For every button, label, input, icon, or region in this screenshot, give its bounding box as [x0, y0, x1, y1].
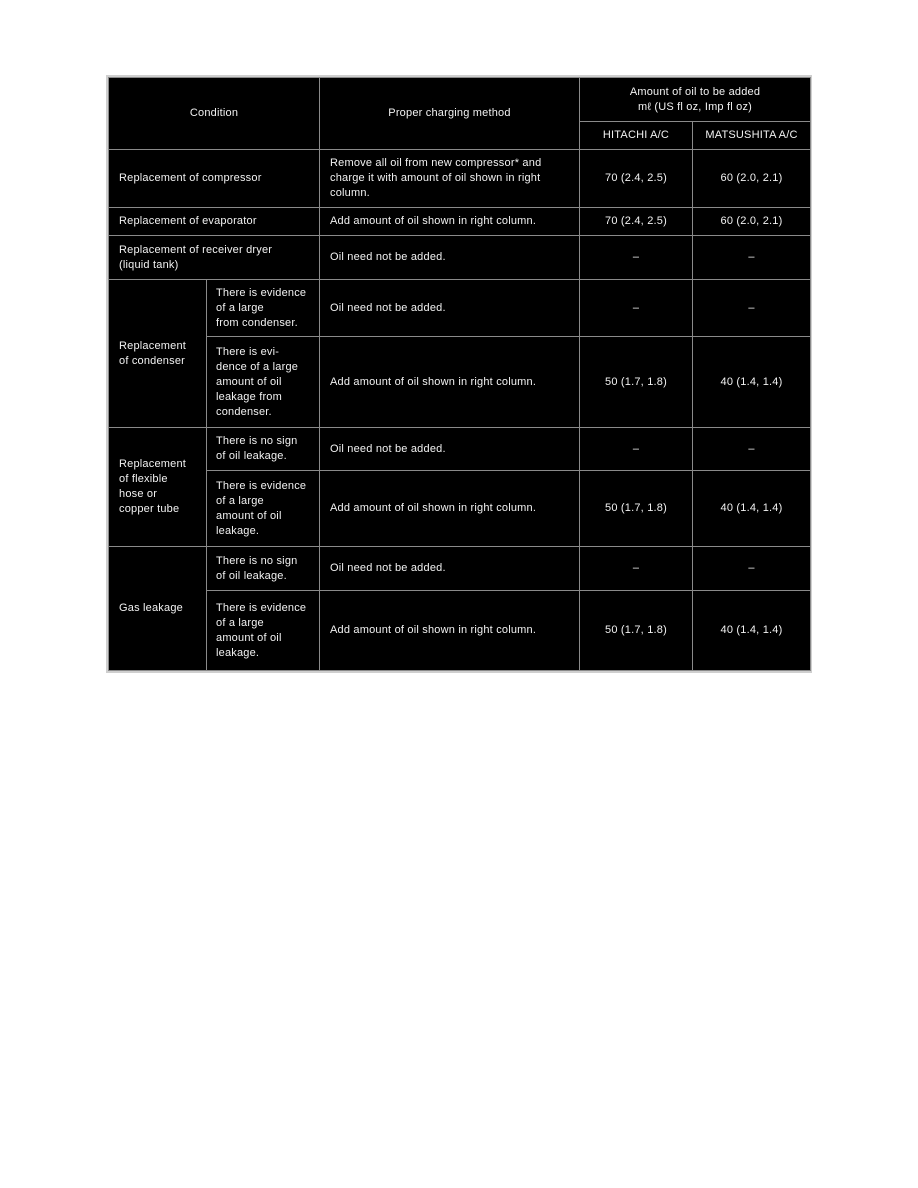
row-receiver-dryer	[109, 236, 811, 280]
group-line: hose or	[119, 488, 158, 500]
header-matsushita: MATSUSHITA A/C	[693, 122, 811, 150]
row-evaporator	[109, 208, 811, 236]
condition-cell: Replacement of evaporator	[109, 208, 320, 236]
header-amount-line1: Amount of oil to be added	[629, 85, 761, 98]
group-line: copper tube	[119, 503, 180, 515]
method-cell: Oil need not be added.	[320, 280, 580, 337]
hitachi-value: –	[580, 428, 693, 471]
hitachi-value: 70 (2.4, 2.5)	[580, 208, 693, 236]
subcondition-line: of oil leakage.	[216, 450, 287, 462]
subcondition-line: leakage from	[216, 390, 282, 403]
header-hitachi: HITACHI A/C	[580, 122, 693, 150]
method-cell: Oil need not be added.	[320, 236, 580, 280]
subcondition-line: There is evidence	[216, 479, 307, 492]
header-method: Proper charging method	[320, 78, 580, 150]
matsushita-value: –	[693, 236, 811, 280]
subcondition-cell	[207, 471, 320, 547]
hitachi-value: –	[580, 236, 693, 280]
hitachi-value: 50 (1.7, 1.8)	[580, 337, 693, 428]
row-condenser-b	[109, 337, 811, 428]
subcondition-line: of a large	[216, 494, 264, 507]
subcondition-line: condenser.	[216, 405, 272, 418]
group-condenser	[109, 280, 207, 428]
subcondition-cell	[207, 591, 320, 671]
condition-line: Replacement of receiver dryer	[119, 243, 273, 256]
method-cell	[320, 150, 580, 208]
oil-amount-table-scan	[106, 75, 812, 673]
header-row	[109, 78, 811, 122]
row-hose-b	[109, 471, 811, 547]
subcondition-line: leakage.	[216, 524, 260, 537]
subcondition-line: leakage.	[216, 646, 260, 659]
matsushita-value: 60 (2.0, 2.1)	[693, 208, 811, 236]
subcondition-cell	[207, 428, 320, 471]
subcondition-line: There is no sign	[216, 435, 298, 447]
group-line: Replacement	[119, 339, 187, 352]
group-gas-leakage: Gas leakage	[109, 547, 207, 671]
matsushita-value: –	[693, 428, 811, 471]
subcondition-line: of oil leakage.	[216, 569, 287, 582]
hitachi-value: –	[580, 280, 693, 337]
matsushita-value: 40 (1.4, 1.4)	[693, 471, 811, 547]
subcondition-line: of a large	[216, 301, 264, 314]
method-cell: Add amount of oil shown in right column.	[320, 591, 580, 671]
group-line: of condenser	[119, 354, 185, 367]
header-amount	[580, 78, 811, 122]
matsushita-value: 40 (1.4, 1.4)	[693, 591, 811, 671]
row-compressor	[109, 150, 811, 208]
method-cell: Oil need not be added.	[320, 428, 580, 471]
subcondition-line: amount of oil	[216, 509, 282, 522]
method-cell: Add amount of oil shown in right column.	[320, 337, 580, 428]
subcondition-line: There is evi-	[216, 345, 280, 358]
method-cell: Add amount of oil shown in right column.	[320, 471, 580, 547]
method-cell: Add amount of oil shown in right column.	[320, 208, 580, 236]
row-gas-b	[109, 591, 811, 671]
group-line: of flexible	[119, 473, 168, 485]
matsushita-value: 60 (2.0, 2.1)	[693, 150, 811, 208]
header-amount-line2: mℓ (US fl oz, Imp fl oz)	[637, 100, 753, 113]
method-cell: Oil need not be added.	[320, 547, 580, 591]
subcondition-line: from condenser.	[216, 316, 298, 329]
hitachi-value: 50 (1.7, 1.8)	[580, 471, 693, 547]
condition-line: (liquid tank)	[119, 258, 179, 271]
matsushita-value: –	[693, 547, 811, 591]
subcondition-cell	[207, 337, 320, 428]
row-condenser-a	[109, 280, 811, 337]
condition-cell: Replacement of compressor	[109, 150, 320, 208]
hitachi-value: 50 (1.7, 1.8)	[580, 591, 693, 671]
group-line: Replacement	[119, 458, 187, 470]
header-condition: Condition	[109, 78, 320, 150]
row-hose-a	[109, 428, 811, 471]
matsushita-value: 40 (1.4, 1.4)	[693, 337, 811, 428]
subcondition-line: There is evidence	[216, 601, 307, 614]
subcondition-line: of a large	[216, 616, 264, 629]
hitachi-value: 70 (2.4, 2.5)	[580, 150, 693, 208]
condition-cell	[109, 236, 320, 280]
subcondition-cell	[207, 547, 320, 591]
row-gas-a	[109, 547, 811, 591]
subcondition-line: amount of oil	[216, 631, 282, 644]
oil-charging-table	[108, 77, 811, 671]
matsushita-value: –	[693, 280, 811, 337]
hitachi-value: –	[580, 547, 693, 591]
group-flexible-hose	[109, 428, 207, 547]
method-line: column.	[330, 187, 370, 199]
subcondition-line: amount of oil	[216, 375, 282, 388]
method-line: charge it with amount of oil shown in right	[330, 172, 541, 184]
subcondition-cell	[207, 280, 320, 337]
subcondition-line: dence of a large	[216, 360, 299, 373]
subcondition-line: There is evidence	[216, 286, 307, 299]
method-line: Remove all oil from new compressor* and	[330, 157, 542, 169]
subcondition-line: There is no sign	[216, 554, 298, 567]
